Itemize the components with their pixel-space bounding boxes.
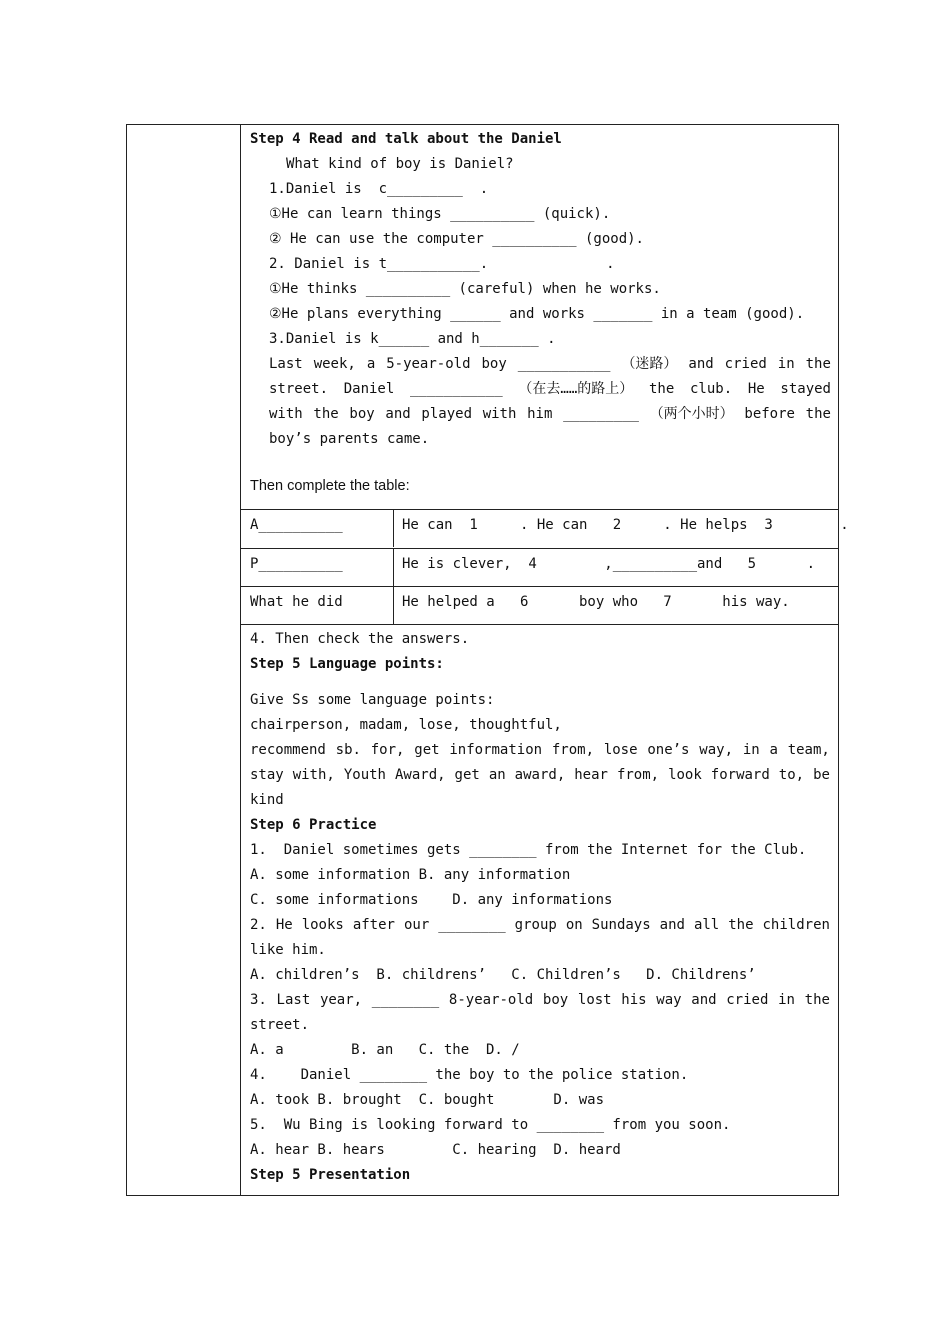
- lesson-table-right-column: [241, 125, 849, 1195]
- summary-row-content: He helped a 6 boy who 7 his way.: [402, 594, 790, 610]
- step4-paragraph-last: boy’s parents came.: [269, 431, 430, 447]
- question-5-options: A. hear B. hears C. hearing D. heard: [250, 1142, 621, 1158]
- question-5: 5. Wu Bing is looking forward to ________ from you soon.: [250, 1117, 731, 1133]
- step4-item2b: ②He plans everything ______ and works _______ in a team (good).: [269, 306, 805, 322]
- question-3-continued: street.: [250, 1017, 310, 1033]
- summary-row-content: He is clever, 4 ,__________and 5 .: [402, 556, 816, 572]
- lesson-table: [126, 124, 849, 1196]
- question-1-options-ab: A. some information B. any information: [250, 867, 571, 883]
- summary-table: [241, 509, 849, 625]
- summary-table-row: [241, 509, 849, 547]
- step4-paragraph-line: with the boy and played with him _________ （两个小时） before the: [269, 406, 831, 422]
- summary-row-content: He can 1 . He can 2 . He helps 3 .: [402, 517, 849, 533]
- step4-question: What kind of boy is Daniel?: [286, 156, 514, 172]
- step4-item1b: ② He can use the computer __________ (good).: [269, 231, 644, 247]
- step4-item1a: ①He can learn things __________ (quick).: [269, 206, 611, 222]
- step5-phrases-last: kind: [250, 792, 284, 808]
- question-2-continued: like him.: [250, 942, 326, 958]
- step4-item1: 1.Daniel is c_________ .: [269, 181, 489, 197]
- question-1-options-cd: C. some informations D. any informations: [250, 892, 613, 908]
- step4-title: Step 4 Read and talk about the Daniel: [250, 131, 562, 147]
- step5-title: Step 5 Language points:: [250, 656, 444, 672]
- step4-paragraph-line: Last week, a 5-year-old boy ___________ （迷路） and cried in the: [269, 356, 831, 372]
- step4-item2: 2. Daniel is t___________. .: [269, 256, 615, 272]
- check-answers: 4. Then check the answers.: [250, 631, 470, 647]
- complete-table-instruction: Then complete the table:: [250, 478, 410, 494]
- question-3: 3. Last year, ________ 8-year-old boy lost his way and cried in the: [250, 992, 830, 1008]
- step4-item2a: ①He thinks __________ (careful) when he works.: [269, 281, 661, 297]
- lesson-table-left-column: [127, 125, 241, 1195]
- question-2-options: A. children’s B. childrens’ C. Children’s D. Childrens’: [250, 967, 756, 983]
- summary-table-row: [241, 548, 839, 586]
- question-2: 2. He looks after our ________ group on Sundays and all the children: [250, 917, 830, 933]
- summary-row-label: A__________: [250, 517, 343, 533]
- question-4-options: A. took B. brought C. bought D. was: [250, 1092, 605, 1108]
- summary-table-row: [241, 586, 839, 625]
- question-4: 4. Daniel ________ the boy to the police station.: [250, 1067, 689, 1083]
- question-3-options: A. a B. an C. the D. /: [250, 1042, 520, 1058]
- step5-words: chairperson, madam, lose, thoughtful,: [250, 717, 562, 733]
- summary-row-label: What he did: [250, 594, 343, 610]
- summary-row-label: P__________: [250, 556, 343, 572]
- step5-phrases-line: recommend sb. for, get information from, lose one’s way, in a team,: [250, 742, 830, 758]
- step5-intro: Give Ss some language points:: [250, 692, 495, 708]
- step6-title: Step 6 Practice: [250, 817, 377, 833]
- step4-paragraph-line: street. Daniel ___________ （在去……的路上） the club. He stayed: [269, 381, 831, 397]
- step5-presentation-title: Step 5 Presentation: [250, 1167, 411, 1183]
- step4-item3: 3.Daniel is k______ and h_______ .: [269, 331, 556, 347]
- step5-phrases-line: stay with, Youth Award, get an award, hear from, look forward to, be: [250, 767, 830, 783]
- question-1: 1. Daniel sometimes gets ________ from the Internet for the Club.: [250, 842, 807, 858]
